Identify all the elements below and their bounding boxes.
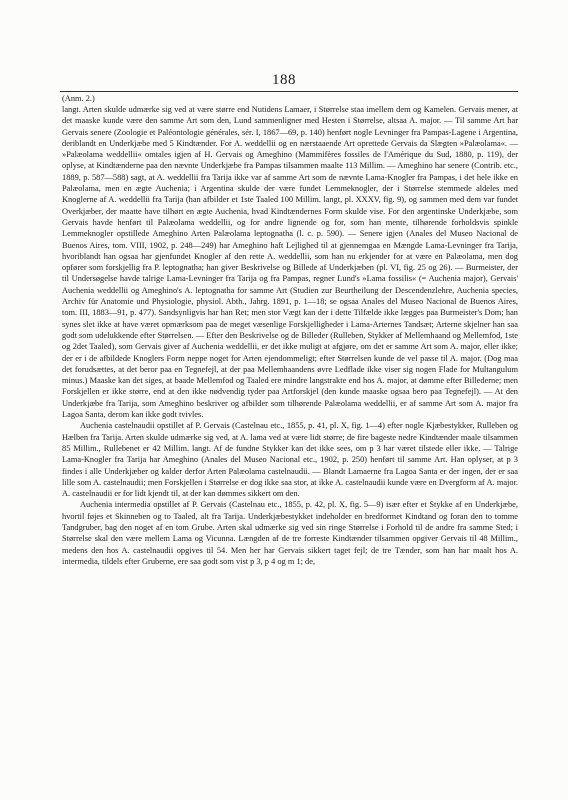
header-rule — [60, 91, 518, 92]
body-text — [62, 104, 518, 567]
paragraph-2: Auchenia castelnaudii opstillet af P. Gervais (Castelnau etc., 1855, p. 41, pl. X, fig. 1—4) efter nogle Kjæbestykker, Rulleben og Hælben fra Tarija. Arten skulde udmærke sig ved, at A. lama ved at være lidt større; de fire bageste nedre Kindtænder maale tilsammen 85 Millim., Rullebenet er 42 Millim. langt. Af de fundne Stykker kan det ikke sees, om p 3 har været tilstede eller ikke. — Talrige Lama-Knogler fra Tarija har Ameghino (Anales del Museo Nacional etc., 1902, p. 250) henført til samme Art. Han oplyser, at p 3 findes i alle Underkjæber og kalder derfor Arten Palæolama castelnaudii. — Blandt Lamaerne fra Lagoa Santa er der ingen, der er saa lille som A. castelnaudii; men Forskjellen i Størrelse er dog ikke saa stor, at ikke A. castelnaudii kunde være en Dvergform af A. major. A. castelnaudii er for lidt kjendt til, at der kan dømmes sikkert om den. — [62, 421, 518, 499]
paragraph-3: Auchenia intermedia opstillet af P. Gervais (Castelnau etc., 1855, p. 42, pl. X, fig. 5—9) især efter et Stykke af en Underkjæbe, hvortil føjes et Skinneben og to Taaled, alt fra Tarija. Underkjæbestykket indeholder en bredformet Kindtand og foran den to tomme Tandgruber, bag den noget af en tom Grube. Arten skal udmærke sig ved sin ringe Størrelse i Forhold til de andre fra samme Sted; i Størrelse skal den være mellem Lama og Vicunna. Længden af de tre forreste Kindtænder tilsammen opgiver Gervais til 48 Millim., medens den hos A. castelnaudii opgives til 54. Men her har Gervais sikkert taget fejl; de tre Tænder, som han har maalt hos A. intermedia, tildels efter Gruberne, ere saa godt som vist p 3, p 4 og m 1; de, — [62, 500, 518, 566]
paragraph-1: langt. Arten skulde udmærke sig ved at være større end Nutidens Lamaer, i Størrelse staa imellem dem og Kamelen. Gervais mener, at det maaske kunde være den samme Art som den, Lund sammenligner med Hesten i Størrelse, altsaa A. major. — Til samme Art har Gervais senere (Zoologie et Paléontologie générales, sér. I, 1867—69, p. 140) henført nogle Levninger fra Pampas-Lagene i Argentina, deriblandt en Underkjæbe med 5 Kindtænder. For A. weddellii og en nærstaaende Art oprettede Gervais da Slægten »Palæolama«. — »Palæolama weddellii« omtales igjen af H. Gervais og Ameghino (Mammifères fossiles de l'Amérique du Sud, 1880, p. 119), der oplyse, at Kindtænderne paa den nævnte Underkjæbe fra Pampas tilsammen maalte 113 Millim. — Ameghino har senere (Contrib. etc., 1889, p. 587—588) sagt, at A. weddellii fra Tarija ikke var af samme Art som de nævnte Lama-Knogler fra Pampas, i det hele ikke en Palæolama, men en ægte Auchenia; i Argentina skulde der være fundet Lemmeknogler, der i Størrelse stemmede aldeles med Knoglerne af A. weddellii fra Tarija (han afbilder et 1ste Taaled 100 Millim. langt, pl. XXXV, fig. 9), og sammen med dem var fundet Overkjæber, der maatte have tilhørt en ægte Auchenia, hvad Kindtændernes Form skulde vise. For den argentinske Underkjæbe, som Gervais havde henført til Palæolama weddellii, og for andre lignende og for, som han mente, tilhørende forholdsvis spinkle Lemmeknogler opstillede Ameghino Arten Palæolama leptognatha (l. c. p. 590). — Senere igjen (Anales del Museo Nacional de Buenos Aires, tom. VIII, 1902, p. 248—249) har Ameghino haft Lejlighed til at gjennemgaa en Mængde Lama-Levninger fra Tarija, hvoriblandt han ogsaa har gjenfundet Knogler af den rette A. weddellii, som han nu erkjender for at være en Palæolama, men dog opfører som forskjellig fra P. leptognatha; han giver Beskrivelse og Billede af Underkjæben (pl. VI, fig. 25 og 26). — Burmeister, der til Undersøgelse havde talrige Lama-Levninger fra Tarija og fra Pampas, regner Lund's »Lama fossilis« (= Auchenia major), Gervais' Auchenia weddellii og Ameghino's A. leptognatha for samme Art (Studien zur Beurtheilung der Descendenzlehre, Auchenia species, Archiv für Anatomie und Physiologie, physiol. Abth., Jahrg. 1891, p. 1—18; se ogsaa Anales del Museo Nacional de Buenos Aires, tom. III, 1883—91, p. 477). Sandsynligvis har han Ret; men stor Vægt kan der i dette Tilfælde ikke lægges paa Burmeister's Dom; han synes slet ikke at have været opmærksom paa de meget væsenlige Forskjelligheder i Lama-Arternes Tandsæt; Arterne skjelner han saa godt som udelukkende efter Størrelsen. — Efter den Beskrivelse og de Billeder (Rulleben, Stykker af Mellemhaand og Mellemfod, 1ste og 2det Taaled), som Gervais giver af Auchenia weddellii, er det ikke muligt at afgjøre, om det er samme Art som A. major, eller ikke; der er i de afbildede Knoglers Form neppe noget for Arten ejendommeligt; efter Størrelsen kunde de vel passe til A. major. (Dog maa det forudsættes, at det beror paa en Tegnefejl, at der paa Mellemhaandens øvre Ledflade ikke viser sig nogen Flade for Multangulum minus.) Maaske kan det siges, at baade Mellemfod og Taaled ere mindre langstrakte end hos A. major, at dømme efter Billederne; men Forskjellen er ikke større, end at den ikke nødvendig tyder paa Artforskjel (den kunde maaske ogsaa bero paa Tegnefejl). — At den Underkjæbe fra Tarija, som Ameghino beskriver og afbilder som tilhørende Palæolama weddellii, er af samme Art som A. major fra Lagoa Santa, derom kan ikke godt tvivles. — [62, 105, 518, 420]
page-number: 188 — [272, 72, 296, 88]
note-label: (Anm. 2.) — [62, 94, 95, 103]
